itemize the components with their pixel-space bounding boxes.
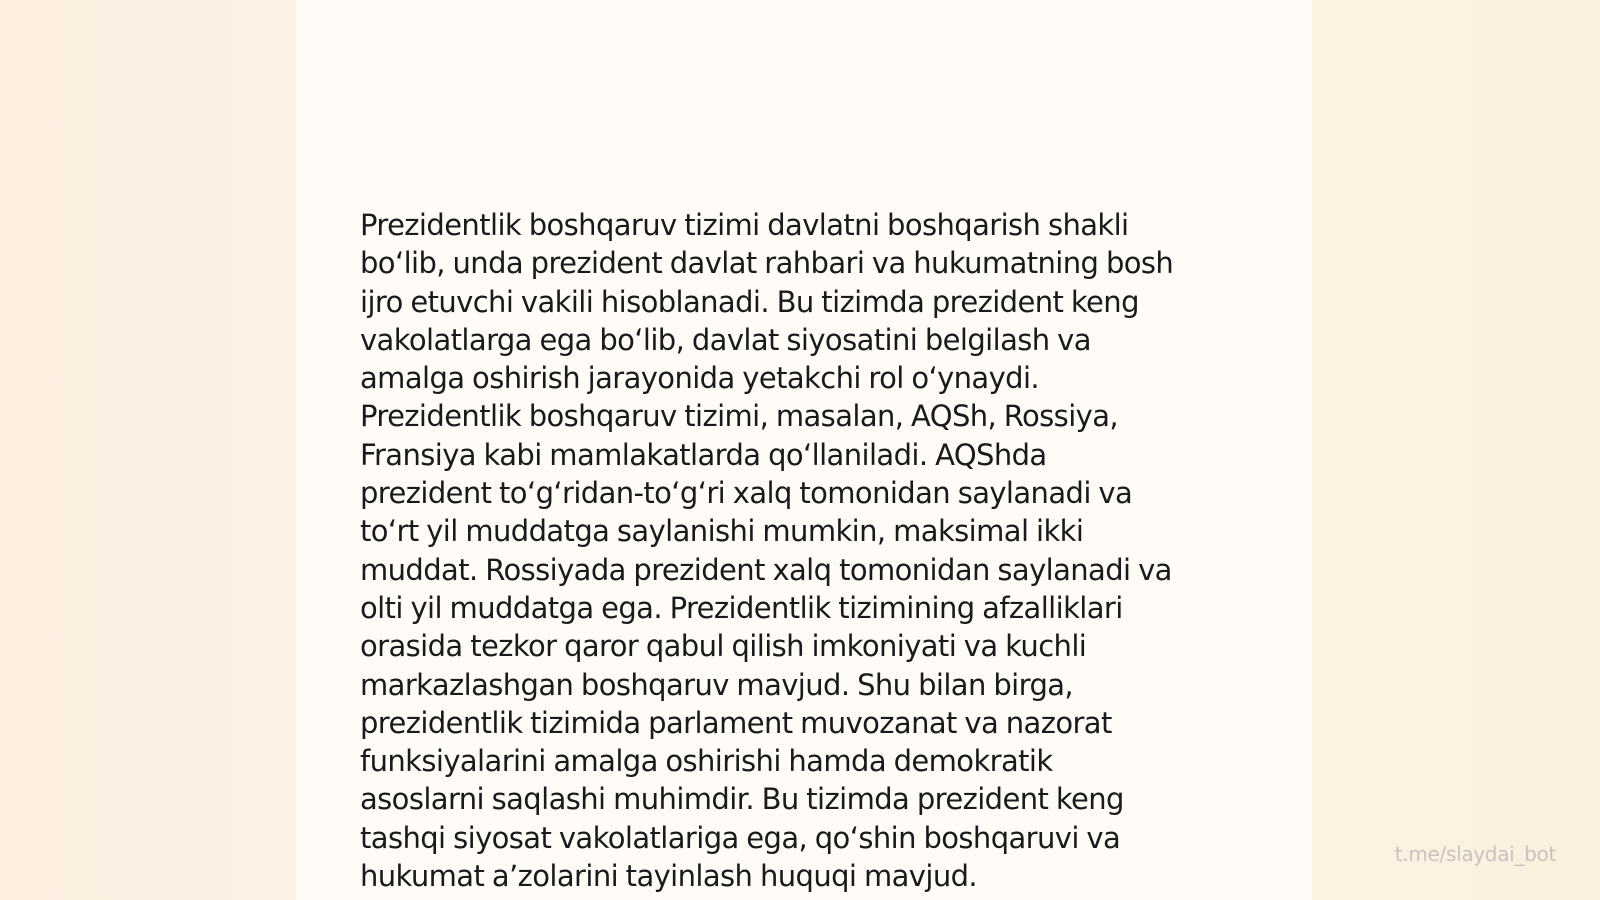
text-line: Prezidentlik boshqaruv tizimi, masalan, AQSh, Rossiya, <box>360 399 1119 434</box>
text-line: markazlashgan boshqaruv mavjud. Shu bilan birga, <box>360 667 1074 702</box>
text-line: Fransiya kabi mamlakatlarda qo‘llaniladi. AQShda <box>360 437 1047 472</box>
text-line: prezident to‘g‘ridan-to‘g‘ri xalq tomonidan saylanadi va <box>360 476 1133 511</box>
watermark-text: t.me/slaydai_bot <box>1394 842 1556 866</box>
text-line: olti yil muddatga ega. Prezidentlik tizimining afzalliklari <box>360 590 1123 625</box>
text-line: hukumat a’zolarini tayinlash huquqi mavjud. <box>360 859 978 894</box>
text-line: tashqi siyosat vakolatlariga ega, qo‘shin boshqaruvi va <box>360 820 1121 855</box>
text-line: asoslarni saqlashi muhimdir. Bu tizimda prezident keng <box>360 782 1124 817</box>
text-line: muddat. Rossiyada prezident xalq tomonidan saylanadi va <box>360 552 1172 587</box>
text-line: ijro etuvchi vakili hisoblanadi. Bu tizimda prezident keng <box>360 284 1139 319</box>
text-line: bo‘lib, unda prezident davlat rahbari va hukumatning bosh <box>360 246 1174 281</box>
text-line: orasida tezkor qaror qabul qilish imkoniyati va kuchli <box>360 629 1087 664</box>
text-line: vakolatlarga ega bo‘lib, davlat siyosatini belgilash va <box>360 322 1091 357</box>
text-line: to‘rt yil muddatga saylanishi mumkin, maksimal ikki <box>360 514 1084 549</box>
text-line: Prezidentlik boshqaruv tizimi davlatni boshqarish shakli <box>360 208 1129 242</box>
slide-body-text <box>360 206 1250 895</box>
text-line: prezidentlik tizimida parlament muvozanat va nazorat <box>360 705 1112 740</box>
text-line: amalga oshirish jarayonida yetakchi rol o‘ynaydi. <box>360 361 1040 396</box>
text-line: funksiyalarini amalga oshirishi hamda demokratik <box>360 744 1053 779</box>
